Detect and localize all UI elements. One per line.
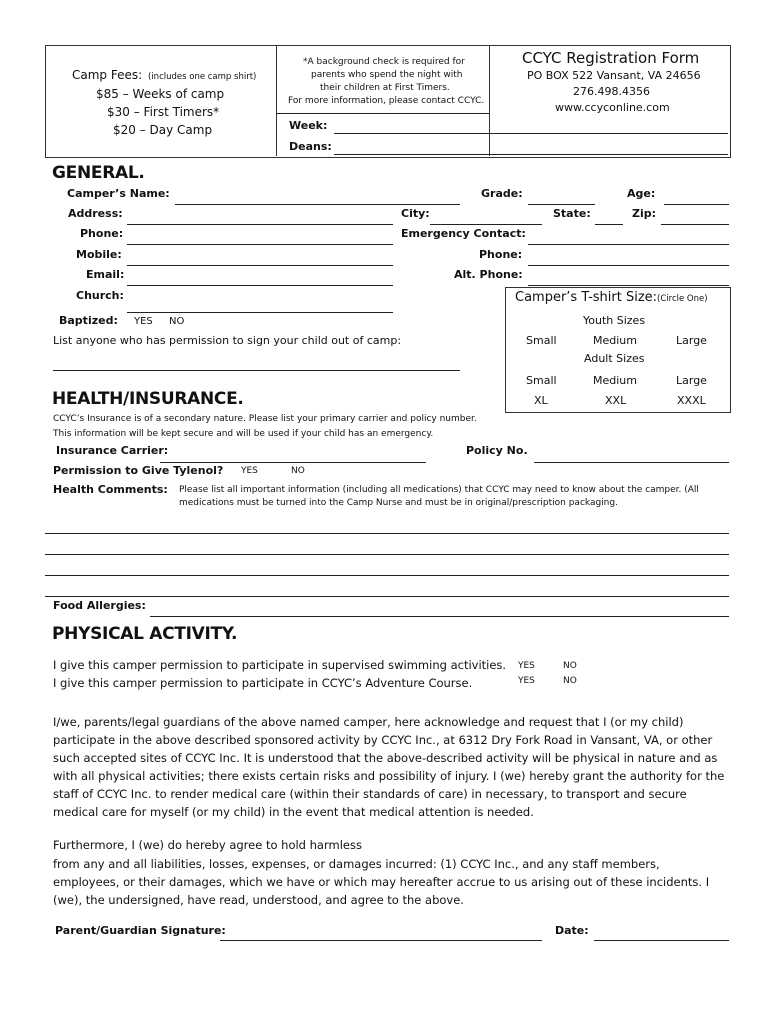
youth-large[interactable]: Large bbox=[676, 334, 707, 347]
church-field[interactable] bbox=[127, 312, 393, 313]
size-xxxl[interactable]: XXXL bbox=[677, 394, 706, 407]
emergency-phone-label: Phone: bbox=[479, 248, 523, 261]
header-middle-divider bbox=[276, 113, 489, 114]
insurance-note-1: CCYC’s Insurance is of a secondary nature. Please list your primary carrier and policy number. bbox=[53, 414, 477, 424]
address-label: Address: bbox=[68, 207, 123, 220]
youth-sizes-label: Youth Sizes bbox=[583, 314, 646, 327]
physical-heading: PHYSICAL ACTIVITY. bbox=[52, 624, 238, 644]
adult-small[interactable]: Small bbox=[526, 374, 557, 387]
age-label: Age: bbox=[627, 187, 656, 200]
tshirt-title-text: Camper’s T-shirt Size: bbox=[515, 290, 658, 305]
baptized-no[interactable]: NO bbox=[169, 316, 185, 327]
deans-label: Deans: bbox=[289, 140, 332, 153]
health-comments-line[interactable] bbox=[45, 575, 729, 576]
youth-medium[interactable]: Medium bbox=[593, 334, 637, 347]
youth-small[interactable]: Small bbox=[526, 334, 557, 347]
background-note-4: For more information, please contact CCYC. bbox=[288, 96, 485, 106]
org-website: www.ccyconline.com bbox=[555, 101, 670, 114]
signature-label: Parent/Guardian Signature: bbox=[55, 924, 226, 937]
health-comments-line[interactable] bbox=[45, 533, 729, 534]
swim-yes[interactable]: YES bbox=[518, 661, 535, 671]
background-note-3: their children at First Timers. bbox=[320, 83, 450, 93]
state-field[interactable] bbox=[595, 224, 623, 225]
mobile-field[interactable] bbox=[127, 265, 393, 266]
alt-phone-field[interactable] bbox=[528, 285, 729, 286]
fees-title: Camp Fees: bbox=[72, 68, 143, 82]
general-heading: GENERAL. bbox=[52, 163, 145, 183]
tshirt-note: (Circle One) bbox=[657, 294, 708, 304]
adult-medium[interactable]: Medium bbox=[593, 374, 637, 387]
emergency-contact-field[interactable] bbox=[528, 244, 729, 245]
size-xxl[interactable]: XXL bbox=[605, 394, 627, 407]
tshirt-title bbox=[515, 290, 708, 305]
email-label: Email: bbox=[86, 268, 125, 281]
background-note-2: parents who spend the night with bbox=[311, 70, 463, 80]
tylenol-label: Permission to Give Tylenol? bbox=[53, 464, 224, 477]
adult-sizes-label: Adult Sizes bbox=[584, 352, 645, 365]
adventure-permission: I give this camper permission to participate in CCYC’s Adventure Course. bbox=[53, 676, 473, 690]
signature-field[interactable] bbox=[220, 940, 542, 941]
fee-line-first-timers: $30 – First Timers* bbox=[107, 105, 220, 119]
hold-harmless-paragraph: from any and all liabilities, losses, expenses, or damages incurred: (1) CCYC Inc., and any staff members, employees, or their damages, which we have or which may hereafter accrue to us arising out of these incidents. I (we), the undersigned, have read, understood, and agree to the above. bbox=[53, 857, 710, 907]
fees-note: (includes one camp shirt) bbox=[148, 72, 257, 82]
address-field[interactable] bbox=[127, 224, 393, 225]
org-address: PO BOX 522 Vansant, VA 24656 bbox=[527, 69, 701, 82]
size-xl[interactable]: XL bbox=[534, 394, 548, 407]
org-phone: 276.498.4356 bbox=[573, 85, 650, 98]
phone-field[interactable] bbox=[127, 244, 393, 245]
baptized-label: Baptized: bbox=[59, 314, 118, 327]
camp-fees-title bbox=[72, 68, 256, 82]
phone-label: Phone: bbox=[80, 227, 124, 240]
campers-name-field[interactable] bbox=[175, 204, 460, 205]
insurance-carrier-field[interactable] bbox=[160, 462, 426, 463]
tylenol-no[interactable]: NO bbox=[291, 466, 305, 476]
date-label: Date: bbox=[555, 924, 589, 937]
health-comments-label: Health Comments: bbox=[53, 483, 168, 496]
emergency-contact-label: Emergency Contact: bbox=[401, 227, 526, 240]
grade-field[interactable] bbox=[528, 204, 595, 205]
alt-phone-label: Alt. Phone: bbox=[454, 268, 523, 281]
consent-paragraph: I/we, parents/legal guardians of the above named camper, here acknowledge and request that I (or my child) participate in the above described sponsored activity by CCYC Inc., at 6312 Dry Fork Road in Vansant, VA, or other such accepted sites of CCYC Inc. It is understood that the above-described activity will be physical in nature and as with all physical activities; there exists certain risks and possibility of injury. I (we) hereby grant the authority for the staff of CCYC Inc. to render medical care (within their standards of care) in necessary, to transport and secure medical care for myself (or my child) in the event that medical attention is needed. bbox=[53, 715, 725, 819]
health-comments-line[interactable] bbox=[45, 596, 729, 597]
swim-no[interactable]: NO bbox=[563, 661, 577, 671]
zip-field[interactable] bbox=[661, 224, 729, 225]
health-heading: HEALTH/INSURANCE. bbox=[52, 389, 244, 409]
background-note-1: *A background check is required for bbox=[303, 57, 465, 67]
health-comments-note-2: medications must be turned into the Camp Nurse and must be in original/prescription packaging. bbox=[179, 498, 618, 508]
fee-line-day-camp: $20 – Day Camp bbox=[113, 123, 213, 137]
adventure-no[interactable]: NO bbox=[563, 676, 577, 686]
date-field[interactable] bbox=[594, 940, 729, 941]
policy-field[interactable] bbox=[534, 462, 729, 463]
state-label: State: bbox=[553, 207, 591, 220]
permission-list-field[interactable] bbox=[53, 370, 460, 371]
age-field[interactable] bbox=[664, 204, 729, 205]
health-comments-line[interactable] bbox=[45, 554, 729, 555]
policy-label: Policy No. bbox=[466, 444, 528, 457]
adult-large[interactable]: Large bbox=[676, 374, 707, 387]
week-label: Week: bbox=[289, 119, 328, 132]
email-field[interactable] bbox=[127, 285, 393, 286]
grade-label: Grade: bbox=[481, 187, 523, 200]
fee-line-weeks: $85 – Weeks of camp bbox=[96, 87, 225, 101]
zip-label: Zip: bbox=[632, 207, 657, 220]
campers-name-label: Camper’s Name: bbox=[67, 187, 170, 200]
food-allergies-field[interactable] bbox=[150, 616, 729, 617]
city-label: City: bbox=[401, 207, 430, 220]
insurance-note-2: This information will be kept secure and will be used if your child has an emergency. bbox=[53, 429, 434, 439]
baptized-yes[interactable]: YES bbox=[134, 316, 153, 327]
form-title: CCYC Registration Form bbox=[522, 49, 700, 67]
swim-permission: I give this camper permission to participate in supervised swimming activities. bbox=[53, 658, 507, 672]
emergency-phone-field[interactable] bbox=[528, 265, 729, 266]
hold-harmless-intro: Furthermore, I (we) do hereby agree to hold harmless bbox=[53, 838, 362, 852]
permission-list-label: List anyone who has permission to sign your child out of camp: bbox=[53, 334, 402, 347]
week-field[interactable] bbox=[334, 133, 728, 134]
city-field[interactable] bbox=[430, 224, 542, 225]
adventure-yes[interactable]: YES bbox=[518, 676, 535, 686]
deans-field[interactable] bbox=[334, 154, 728, 155]
church-label: Church: bbox=[76, 289, 124, 302]
health-comments-note-1: Please list all important information (including all medications) that CCYC may need to know about the camper. (All bbox=[179, 485, 699, 495]
insurance-carrier-label: Insurance Carrier: bbox=[56, 444, 169, 457]
mobile-label: Mobile: bbox=[76, 248, 122, 261]
tylenol-yes[interactable]: YES bbox=[241, 466, 258, 476]
food-allergies-label: Food Allergies: bbox=[53, 599, 146, 612]
